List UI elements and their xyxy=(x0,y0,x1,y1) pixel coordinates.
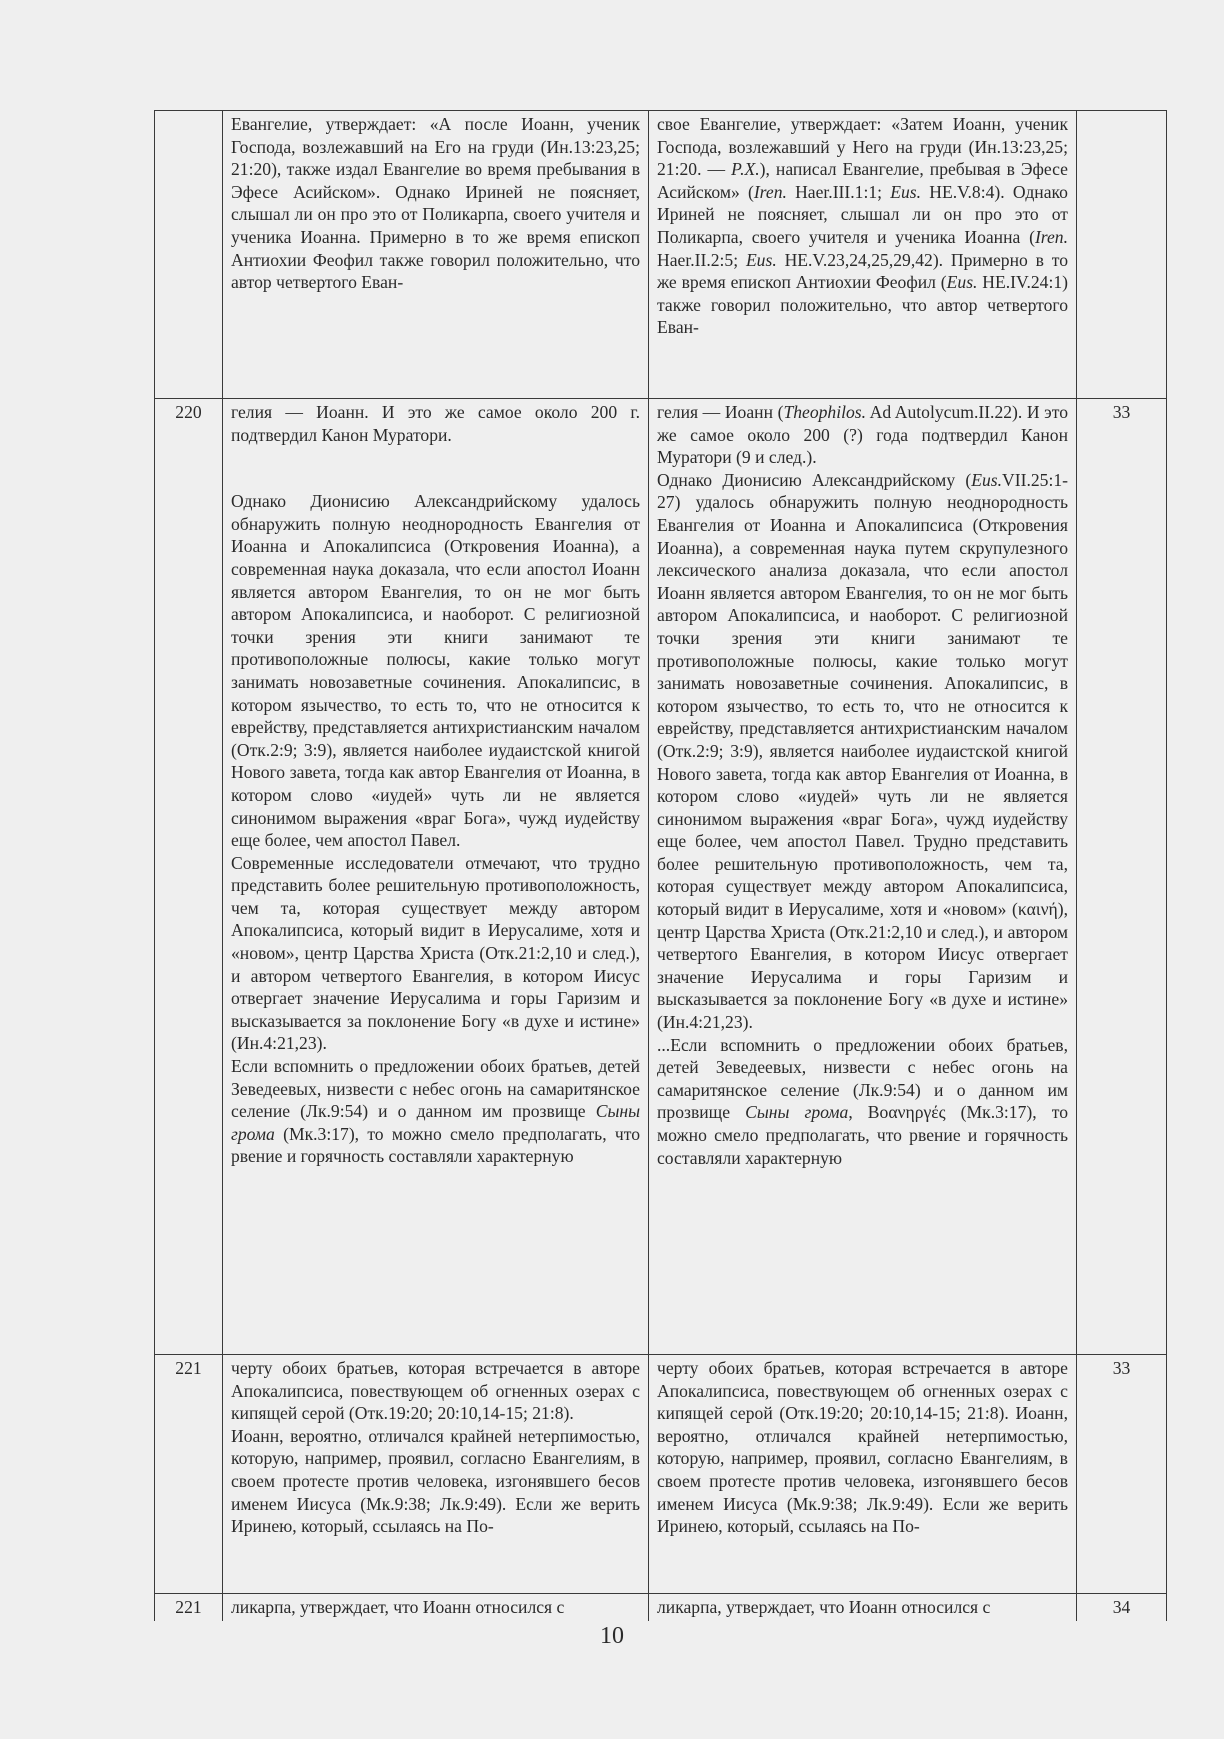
paragraph: Евангелие, утверждает: «А после Иоанн, ученик Господа, возлежавший на Его на груди (Ин.13:23,25; 21:20), также издал Евангелие во время пребывания в Эфесе Асийском». Однако Ириней не поясняет, слышал ли он про это от Поликарпа, своего учителя и ученика Иоанна. Примерно в то же время епископ Антиохии Феофил также говорил положительно, что автор четвертого Еван- xyxy=(231,114,640,293)
paragraph: черту обоих братьев, которая встречается в авторе Апокалипсиса, повествующем об огненных озерах с кипящей серой (Отк.19:20; 20:10,14-15; 21:8). Иоанн, вероятно, отличался крайней нетерпимостью, которую, например, проявил, согласно Евангелиям, в своем протесте против человека, изгонявшего бесов именем Иисуса (Мк.9:38; Лк.9:49). Если же верить Иринею, который, ссылаясь на По- xyxy=(657,1358,1068,1537)
original-text-cell xyxy=(223,111,649,399)
right-page-number: 34 xyxy=(1077,1594,1167,1621)
paragraph: Однако Дионисию Александрийскому удалось обнаружить полную неоднородность Евангелия от Иоанна и Апокалипсиса (Откровения Иоанна), а современная наука доказала, что если апостол Иоанн является автором Евангелия, то он не мог быть автором Апокалипсиса, и наоборот. С религиозной точки зрения эти книги занимают те противоположные полюсы, какие только могут занимать новозаветные сочинения. Апокалипсис, в котором язычество, то есть то, что не относится к еврейству, представляется антихристианским началом (Отк.2:9; 3:9), является наиболее иудаистской книгой Нового завета, тогда как автор Евангелия от Иоанна, в котором слово «иудей» чуть ли не является синонимом выражения «враг Бога», чужд иудейству еще более, чем апостол Павел. xyxy=(231,491,640,851)
left-page-number: 221 xyxy=(155,1594,223,1621)
paragraph: Однако Дионисию Александрийскому (Eus.VII.25:1-27) удалось обнаружить полную неоднородность Евангелия от Иоанна и Апокалипсиса (Откровения Иоанна), а современная наука путем скрупулезного лексического анализа доказала, что если апостол Иоанн является автором Евангелия, то он не мог быть автором Апокалипсиса, и наоборот. С религиозной точки зрения эти книги занимают те противоположные полюсы, какие только могут занимать новозаветные сочинения. Апокалипсис, в котором язычество, то есть то, что не относится к еврейству, представляется антихристианским началом (Отк.2:9; 3:9), является наиболее иудаистской книгой Нового завета, тогда как автор Евангелия от Иоанна, в котором слово «иудей» чуть ли не является синонимом выражения «враг Бога», чужд иудейству еще более, чем апостол Павел. Трудно представить более решительную противоположность, чем та, которая существует между автором Апокалипсиса, который видит в Иерусалиме, хотя и «новом» (καινή), центр Царства Христа (Отк.21:2,10 и след.), и автором четвертого Евангелия, в котором Иисус отвергает значение Иерусалима и горы Гаризим и высказывается за поклонение Богу «в духе и истине» (Ин.4:21,23). xyxy=(657,469,1068,1033)
paragraph: ликарпа, утверждает, что Иоанн относился с xyxy=(657,1597,991,1617)
revised-text-cell xyxy=(649,1355,1077,1594)
paragraph: гелия — Иоанн (Theophilos. Ad Autolycum.II.22). И это же самое около 200 (?) года подтвердил Канон Муратори (9 и след.). xyxy=(657,402,1068,468)
original-text-cell xyxy=(223,1594,649,1621)
paragraph: ...Если вспомнить о предложении обоих братьев, детей Зеведеевых, низвести с небес огонь на самаритянское селение (Лк.9:54) и о данном им прозвище Сыны грома, Βοανηργές (Мк.3:17), то можно смело предполагать, что рвение и горячность составляли характерную xyxy=(657,1034,1068,1168)
table-row xyxy=(155,399,1167,1355)
paragraph: черту обоих братьев, которая встречается в авторе Апокалипсиса, повествующем об огненных озерах с кипящей серой (Отк.19:20; 20:10,14-15; 21:8). xyxy=(231,1358,640,1424)
table-row xyxy=(155,1355,1167,1594)
table-row xyxy=(155,1594,1167,1621)
right-page-number xyxy=(1077,111,1167,399)
paragraph: свое Евангелие, утверждает: «Затем Иоанн, ученик Господа, возлежавший у Него на груди (Ин.13:23,25; 21:20. — Р.Х.), написал Евангелие, пребывая в Эфесе Асийском» (Iren. Haer.III.1:1; Eus. HE.V.8:4). Однако Ириней не поясняет, слышал ли он про это от Поликарпа, своего учителя и ученика Иоанна (Iren. Haer.II.2:5; Eus. HE.V.23,24,25,29,42). Примерно в то же время епископ Антиохии Феофил (Eus. HE.IV.24:1) также говорил положительно, что автор четвертого Еван- xyxy=(657,114,1069,338)
page-number: 10 xyxy=(600,1623,624,1649)
left-page-number: 221 xyxy=(155,1355,223,1594)
paragraph: Если вспомнить о предложении обоих братьев, детей Зеведеевых, низвести с небес огонь на самаритянское селение (Лк.9:54) и о данном им прозвище Сыны грома (Мк.3:17), то можно смело предполагать, что рвение и горячность составляли характерную xyxy=(231,1056,640,1167)
left-page-number: 220 xyxy=(155,399,223,1355)
left-page-number xyxy=(155,111,223,399)
original-text-cell xyxy=(223,399,649,1355)
revised-text-cell xyxy=(649,1594,1077,1621)
original-text-cell xyxy=(223,1355,649,1594)
comparison-table xyxy=(154,110,1167,1621)
revised-text-cell xyxy=(649,111,1077,399)
revised-text-cell xyxy=(649,399,1077,1355)
paragraph: гелия — Иоанн. И это же самое около 200 г. подтвердил Канон Муратори. xyxy=(231,402,640,445)
right-page-number: 33 xyxy=(1077,399,1167,1355)
table-row xyxy=(155,111,1167,399)
paragraph: Современные исследователи отмечают, что трудно представить более решительную противоположность, чем та, которая существует между автором Апокалипсиса, который видит в Иерусалиме, хотя и «новом», центр Царства Христа (Отк.21:2,10 и след.), и автором четвертого Евангелия, в котором Иисус отвергает значение Иерусалима и горы Гаризим и высказывается за поклонение Богу «в духе и истине» (Ин.4:21,23). xyxy=(231,852,640,1054)
right-page-number: 33 xyxy=(1077,1355,1167,1594)
paragraph: ликарпа, утверждает, что Иоанн относился с xyxy=(231,1597,565,1617)
paragraph: Иоанн, вероятно, отличался крайней нетерпимостью, которую, например, проявил, согласно Евангелиям, в своем протесте против человека, изгонявшего бесов именем Иисуса (Мк.9:38; Лк.9:49). Если же верить Иринею, который, ссылаясь на По- xyxy=(231,1425,640,1537)
